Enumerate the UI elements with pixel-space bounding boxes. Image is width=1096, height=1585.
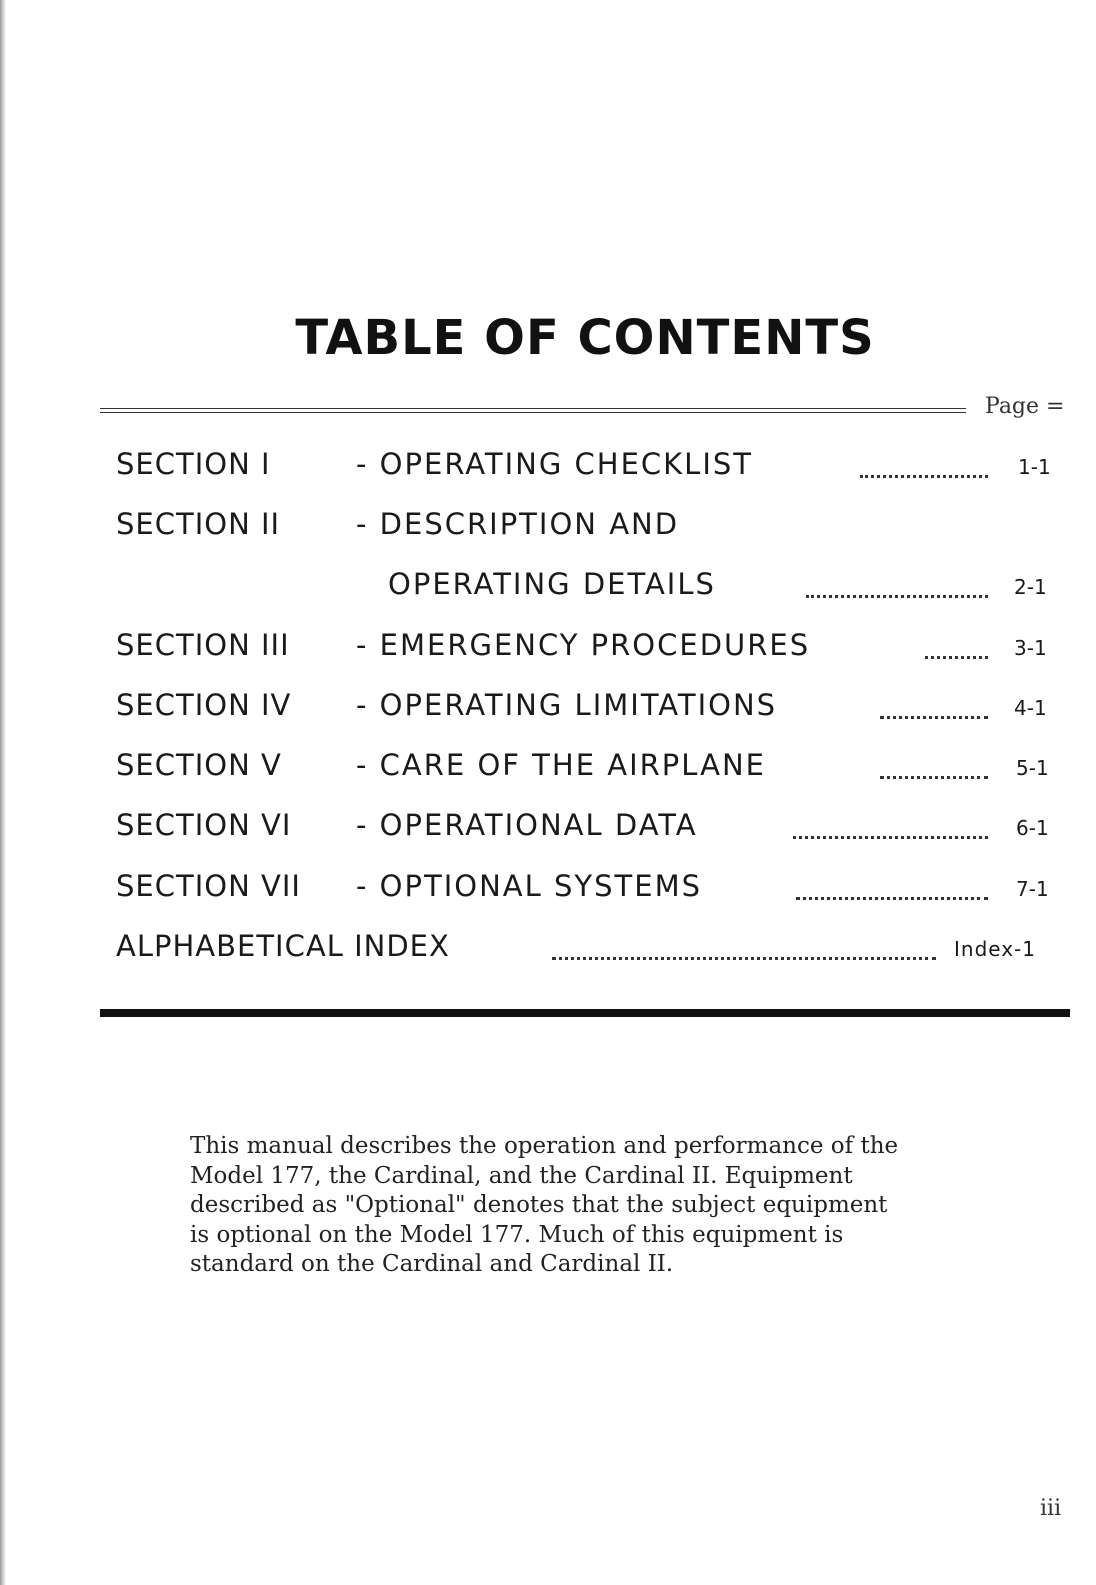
toc-entry-section-7 [0,869,1096,913]
page-column-label: Page = [985,394,1065,419]
toc-section-label: SECTION II [116,507,281,541]
toc-entry-section-5 [0,748,1096,792]
toc-page-number: 1-1 [1018,455,1051,479]
toc-page-number: 4-1 [1014,696,1047,720]
page-folio: iii [1040,1496,1062,1521]
toc-dot-leader [806,595,988,598]
toc-entry-section-1 [0,447,1096,491]
toc-page-number: 6-1 [1016,816,1049,840]
toc-entry-section-6 [0,808,1096,852]
toc-page-number: 5-1 [1016,756,1049,780]
toc-entry-section-2-continued [0,567,1096,611]
toc-entry-section-2 [0,507,1096,551]
toc-section-title: - DESCRIPTION AND [356,507,680,541]
toc-section-label: SECTION III [116,628,290,662]
toc-dot-leader [552,957,936,960]
toc-section-title: - OPTIONAL SYSTEMS [356,869,702,903]
toc-index-title: ALPHABETICAL INDEX [116,929,450,963]
toc-entry-alphabetical-index [0,929,1096,973]
toc-section-title: - EMERGENCY PROCEDURES [356,628,811,662]
header-double-rule [100,408,966,413]
toc-entry-section-4 [0,688,1096,732]
toc-page-number: Index-1 [954,937,1036,961]
manual-scope-note [190,1132,990,1280]
toc-section-title: - OPERATING CHECKLIST [356,447,754,481]
toc-section-title: - OPERATIONAL DATA [356,808,698,842]
footer-heavy-rule [100,1009,1070,1017]
toc-section-title: - OPERATING LIMITATIONS [356,688,778,722]
toc-section-title-continued: OPERATING DETAILS [388,567,716,601]
toc-dot-leader [925,656,988,659]
toc-section-label: SECTION V [116,748,282,782]
toc-page-number: 7-1 [1016,877,1049,901]
note-line: Model 177, the Cardinal, and the Cardinal II. Equipment [190,1162,853,1189]
toc-section-label: SECTION VII [116,869,301,903]
toc-dot-leader [793,836,988,839]
note-line: This manual describes the operation and performance of the [190,1133,899,1159]
note-line: described as "Optional" denotes that the subject equipment [190,1192,888,1218]
toc-section-label: SECTION I [116,447,271,481]
toc-entry-section-3 [0,628,1096,672]
toc-dot-leader [880,776,988,779]
note-line: standard on the Cardinal and Cardinal II. [190,1251,674,1277]
toc-dot-leader [880,716,988,719]
page-binding-edge [0,0,6,1585]
toc-section-title: - CARE OF THE AIRPLANE [356,748,766,782]
toc-dot-leader [860,475,988,478]
page-title: TABLE OF CONTENTS [295,310,875,366]
note-line: is optional on the Model 177. Much of this equipment is [190,1221,844,1248]
toc-page-number: 3-1 [1014,636,1047,660]
toc-dot-leader [796,897,988,900]
toc-section-label: SECTION IV [116,688,292,722]
toc-page-number: 2-1 [1014,575,1047,599]
toc-section-label: SECTION VI [116,808,292,842]
